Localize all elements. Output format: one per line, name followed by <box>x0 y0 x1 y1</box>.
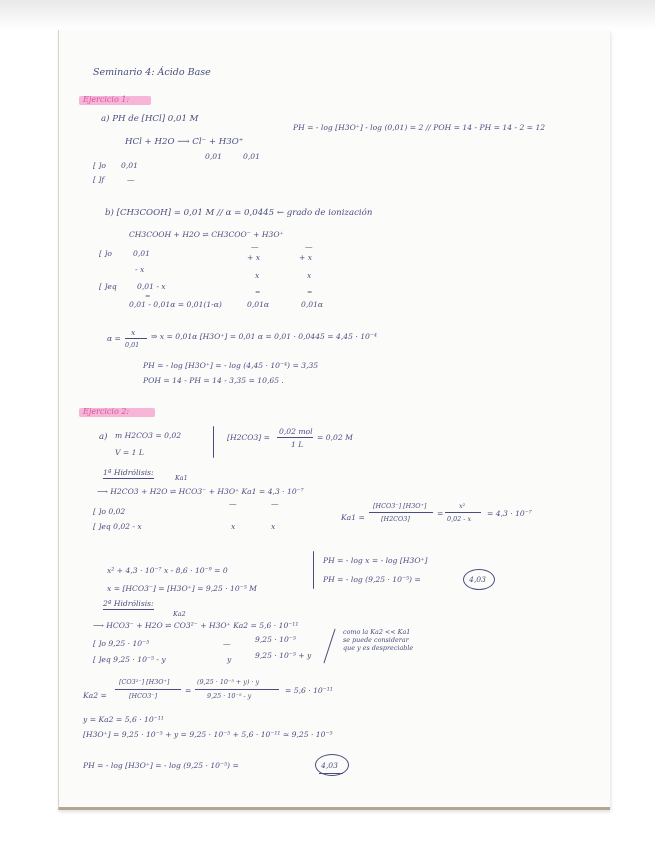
ex2-hidr2-ka-num: [CO3²⁻] [H3O⁺] <box>119 678 170 686</box>
ex1-b-x2: x <box>307 271 312 280</box>
ex2-hidr2-ka-mid: = <box>185 686 192 695</box>
ex2-hidr1-dash2: — <box>271 499 279 508</box>
ex2-hidr1-x-val: x = [HCO3⁻] = [H3O⁺] = 9,25 · 10⁻⁵ M <box>107 584 257 593</box>
ex2-hidr2-h3o: [H3O⁺] = 9,25 · 10⁻⁵ + y = 9,25 · 10⁻⁵ + 5,6 · 10⁻¹¹ ≃ 9,25 · 10⁻⁵ <box>83 730 333 739</box>
ex2-conc-rhs: = 0,02 M <box>317 433 353 442</box>
ex2-hidr2-note-divider <box>323 629 335 664</box>
ex1-b-minus-x: - x <box>135 265 145 274</box>
ex2-hidr1-ph-brace <box>313 551 314 589</box>
ex1-b-x1: x <box>255 271 260 280</box>
ex1-heading: Ejercicio 1: <box>83 95 130 104</box>
ex2-hidr2-ka-num2: (9,25 · 10⁻⁵ + y) · y <box>197 678 260 686</box>
ex1-a-label: a) PH de [HCl] 0,01 M <box>101 114 199 124</box>
ex1-b-row0-val: 0,01 <box>133 249 150 258</box>
ex1-b-row0-label: [ ]o <box>99 249 112 258</box>
ex2-hidr2-ka-den: [HCO3⁻] <box>129 692 158 700</box>
page-title: Seminario 4: Ácido Base <box>93 67 211 78</box>
ex2-hidr1-ka-rhs: = 4,3 · 10⁻⁷ <box>487 509 532 518</box>
ex2-hidr1-ka-mid: = <box>437 509 444 518</box>
notebook-page <box>58 30 610 810</box>
ex2-hidr2-result-underline <box>319 773 343 774</box>
ex2-hidr1-ph1: PH = - log x = - log [H3O⁺] <box>323 556 428 565</box>
ex2-hidr1-result-circle <box>463 569 495 590</box>
ex2-hidr2-row0-dash: — <box>223 639 231 648</box>
ex2-hidr2-reaction: ⟶ HCO3⁻ + H2O ⇌ CO3²⁻ + H3O⁺ Ka2 = 5,6 · 10⁻¹¹ <box>93 621 299 630</box>
ex2-hidr2-note2: se puede considerar <box>343 636 409 644</box>
ex1-b-poh: POH = 14 - PH = 14 - 3,35 = 10,65 . <box>143 376 284 385</box>
ex2-hidr1-ka-num: [HCO3⁻] [H3O⁺] <box>373 502 427 510</box>
ex1-b-alpha-expr: 0,01 - 0,01α = 0,01(1-α) <box>129 300 222 309</box>
ex2-hidr1-ph2-result: 4,03 <box>469 575 486 584</box>
ex2-hidr2-title: 2ª Hidrólisis: <box>103 599 154 608</box>
ex2-hidr2-row0: [ ]o 9,25 · 10⁻⁵ <box>93 639 150 648</box>
ex1-b-roweq-label: [ ]eq <box>99 282 117 291</box>
ex2-hidr1-title: 1ª Hidrólisis: <box>103 468 154 477</box>
ex1-b-equals-mark-3: = <box>307 288 313 296</box>
ex1-b-alpha-c2: 0,01α <box>301 300 324 309</box>
ex2-brace <box>213 426 214 458</box>
ex1-b-alpha-fraction-bar <box>125 338 147 339</box>
ex2-hidr1-reaction: ⟶ H2CO3 + H2O ⇌ HCO3⁻ + H3O⁺ Ka1 = 4,3 · 10⁻⁷ <box>97 487 304 496</box>
ex1-b-alpha-num: x <box>131 328 136 337</box>
ex2-a-label: a) <box>99 432 108 442</box>
ex1-b-dash2: — <box>305 242 313 251</box>
ex2-mass: m H2CO3 = 0,02 <box>115 431 182 440</box>
ex2-hidr1-roweq: [ ]eq 0,02 - x <box>93 522 142 531</box>
ex2-hidr1-ph2: PH = - log (9,25 · 10⁻⁵) = <box>323 575 421 584</box>
ex2-hidr2-note1: como la Ka2 << Ka1 <box>343 628 411 636</box>
ex1-b-alpha-def: α = <box>107 334 121 343</box>
ex2-volume: V = 1 L <box>115 448 144 457</box>
background-shadow <box>0 0 655 30</box>
ex2-hidr2-ph: PH = - log [H3O⁺] = - log (9,25 · 10⁻⁵) = <box>83 761 239 770</box>
ex2-hidr2-roweq-h: 9,25 · 10⁻⁵ + y <box>255 651 312 660</box>
ex2-hidr1-dash1: — <box>229 499 237 508</box>
ex2-hidr2-ka-rhs: = 5,6 · 10⁻¹¹ <box>285 686 333 695</box>
ex2-conc-fraction-bar <box>277 437 313 438</box>
ex2-hidr1-x1: x <box>231 522 236 531</box>
ex2-hidr2-roweq-y: y <box>227 655 232 664</box>
ex2-hidr2-ka-lhs: Ka2 = <box>83 691 107 700</box>
ex1-b-equals-mark: = <box>145 292 151 300</box>
ex1-b-alpha-c1: 0,01α <box>247 300 270 309</box>
ex2-hidr1-ka-fraction-bar <box>369 512 433 513</box>
ex2-hidr2-note3: que y es despreciable <box>343 644 414 652</box>
ex2-heading: Ejercicio 2: <box>83 407 130 416</box>
ex2-hidr1-ka-den2: 0,02 - x <box>447 515 472 523</box>
ex2-hidr2-ph-result: 4,03 <box>321 761 338 770</box>
ex2-hidr2-ka-label: Ka2 <box>173 610 186 618</box>
ex2-hidr1-row0: [ ]o 0,02 <box>93 507 126 516</box>
ex1-b-reaction: CH3COOH + H2O ⇌ CH3COO⁻ + H3O⁺ <box>129 230 284 239</box>
ex2-hidr2-roweq: [ ]eq 9,25 · 10⁻⁵ - y <box>93 655 166 664</box>
ex2-hidr1-ka-den: [H2CO3] <box>381 515 410 523</box>
ex1-b-ph: PH = - log [H3O⁺] = - log (4,45 · 10⁻⁴) = 3,35 <box>143 361 319 370</box>
ex2-hidr1-quad: x² + 4,3 · 10⁻⁷ x - 8,6 · 10⁻⁹ = 0 <box>107 566 228 575</box>
ex2-conc-num: 0,02 mol <box>279 427 313 436</box>
ex1-b-plus-x2: + x <box>299 253 313 262</box>
ex1-a-prod1: 0,01 <box>205 152 222 161</box>
ex2-hidr1-ka-lhs: Ka1 = <box>341 513 365 522</box>
ex2-hidr1-ka-label: Ka1 <box>175 474 188 482</box>
ex2-hidr1-ka-fraction-bar-2 <box>445 512 481 513</box>
ex1-b-label: b) [CH3COOH] = 0,01 M // α = 0,0445 ← grado de ionización <box>105 208 373 218</box>
ex2-conc-den: 1 L <box>291 440 304 449</box>
ex1-b-dash1: — <box>251 242 259 251</box>
ex2-hidr2-row0-h: 9,25 · 10⁻⁵ <box>255 635 296 644</box>
ex2-hidr1-ka-num2: x² <box>459 502 466 510</box>
ex1-a-rowf-label: [ ]f <box>93 175 105 184</box>
ex2-hidr2-ka-den2: 9,25 · 10⁻⁵ - y <box>207 692 252 700</box>
ex1-a-row0-label: [ ]o <box>93 161 106 170</box>
ex2-hidr2-ka-fraction-bar-2 <box>195 689 279 690</box>
ex2-hidr2-y-val: y = Ka2 = 5,6 · 10⁻¹¹ <box>83 715 164 724</box>
ex2-hidr2-ka-fraction-bar <box>115 689 181 690</box>
ex1-a-prod2: 0,01 <box>243 152 260 161</box>
ex1-a-ph: PH = - log [H3O⁺] - log (0,01) = 2 // POH = 14 - PH = 14 - 2 = 12 <box>293 123 546 132</box>
ex1-a-reaction: HCl + H2O ⟶ Cl⁻ + H3O⁺ <box>125 137 244 147</box>
ex1-b-plus-x1: + x <box>247 253 261 262</box>
ex1-b-alpha-rest: ⇒ x = 0,01α [H3O⁺] = 0,01 α = 0,01 · 0,0445 = 4,45 · 10⁻⁴ <box>151 332 377 341</box>
ex1-a-rowf-val: — <box>127 175 135 184</box>
ex1-b-roweq-val: 0,01 - x <box>137 282 166 291</box>
ex2-conc-lhs: [H2CO3] = <box>227 433 271 442</box>
ex1-a-row0-val: 0,01 <box>121 161 138 170</box>
ex1-b-equals-mark-2: = <box>255 288 261 296</box>
ex2-hidr1-x2: x <box>271 522 276 531</box>
ex1-b-alpha-den: 0,01 <box>125 341 140 349</box>
